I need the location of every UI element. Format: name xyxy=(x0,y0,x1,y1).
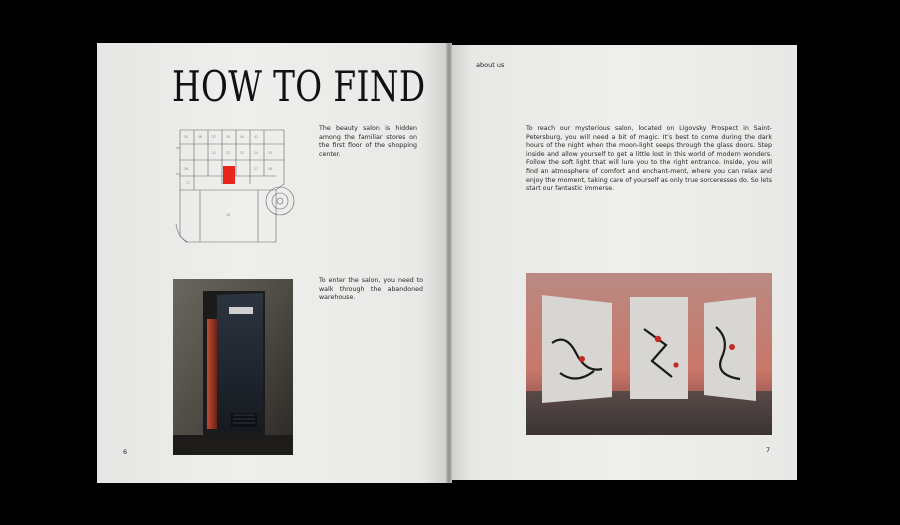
svg-text:36: 36 xyxy=(198,135,203,139)
svg-text:27: 27 xyxy=(254,167,259,171)
svg-text:24: 24 xyxy=(254,151,259,155)
poster-gallery-photo xyxy=(526,273,772,435)
svg-text:37: 37 xyxy=(212,135,217,139)
svg-text:39: 39 xyxy=(226,135,231,139)
svg-text:28: 28 xyxy=(268,167,273,171)
salon-location-highlight xyxy=(223,166,235,184)
spine-gutter xyxy=(446,43,452,483)
floor-plan-map xyxy=(172,124,302,248)
svg-text:26: 26 xyxy=(184,167,189,171)
section-header: about us xyxy=(476,61,505,69)
svg-text:25: 25 xyxy=(268,151,273,155)
svg-text:23: 23 xyxy=(240,151,245,155)
page-number-left: 6 xyxy=(123,448,128,456)
page-number-right: 7 xyxy=(766,446,771,454)
svg-text:22: 22 xyxy=(226,151,231,155)
svg-text:35: 35 xyxy=(184,135,189,139)
svg-text:40: 40 xyxy=(240,135,245,139)
door-caption: To enter the salon, you need to walk through the abandoned warehouse. xyxy=(319,277,423,302)
warehouse-door-photo xyxy=(173,279,293,455)
page-title: HOW TO FIND xyxy=(172,62,426,111)
map-caption: The beauty salon is hidden among the familiar stores on the first floor of the shopping center. xyxy=(319,125,417,158)
svg-text:21: 21 xyxy=(212,151,217,155)
svg-text:41: 41 xyxy=(254,135,259,139)
svg-text:18: 18 xyxy=(226,213,231,217)
body-paragraph: To reach our mysterious salon, located on Ligovsky Prospect in Saint-Petersburg, you will need a bit of magic. It’s best to come during the dark hours of the night when the moon-light seeps through the glass doors. Step inside and allow yourself to get a little lost in this world of modern wonders. Follow the soft light that will lure you to the right entrance. Inside, you will find an atmosphere of comfort and enchant-ment, where you can relax and enjoy the moment, taking care of yourself as only true sorceresses do. So lets start our fantastic immerse. xyxy=(526,125,773,193)
svg-text:17: 17 xyxy=(186,181,191,185)
